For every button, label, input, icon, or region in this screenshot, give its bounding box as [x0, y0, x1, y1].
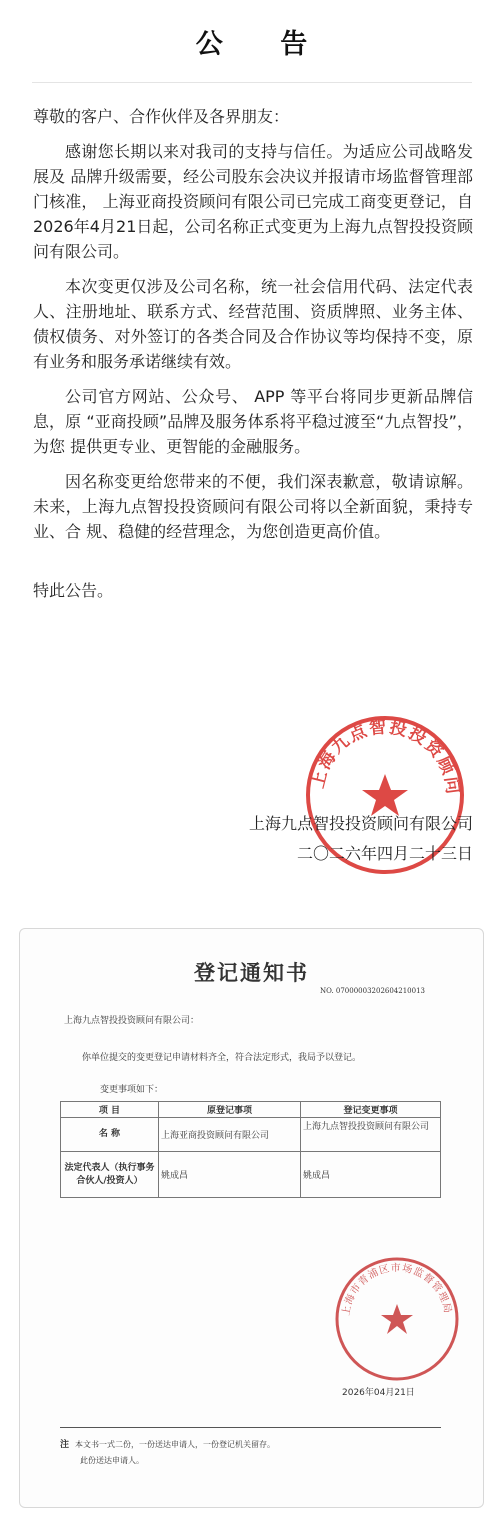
table-row — [61, 1118, 441, 1152]
closing-line: 特此公告。 — [33, 581, 114, 600]
svg-text:上海九点智投投资顾问: 上海九点智投投资顾问 — [308, 717, 463, 798]
header-changed: 登记变更事项 — [301, 1102, 441, 1118]
table-row — [61, 1152, 441, 1198]
note-line-2: 此份送达申请人。 — [80, 1456, 144, 1465]
row-item: 名 称 — [61, 1118, 159, 1152]
signer-name: 上海九点智投投资顾问有限公司 — [248, 814, 473, 833]
paragraph-4: 因名称变更给您带来的不便，我们深表歉意，敬请谅解。未来，上海九点智投投资顾问有限公司将以全新面貌，秉持专业、合 规、稳健的经营理念，为您创造更高价值。 — [33, 472, 473, 541]
bureau-seal — [332, 1254, 462, 1384]
paragraph-3: 公司官方网站、公众号、 APP 等平台将同步更新品牌信息，原 “亚商投顾”品牌及服务体系将平稳过渡至“九点智投”，为您 提供更专业、更智能的金融服务。 — [33, 387, 473, 456]
certificate-number: NO. 07000003202604210013 — [320, 987, 425, 995]
change-table — [60, 1101, 441, 1198]
paragraph-2: 本次变更仅涉及公司名称，统一社会信用代码、法定代表人、注册地址、联系方式、经营范围、资质牌照、业务主体、债权债务、对外签订的各类合同及合作协议等均保持不变，原有业务和服务承诺继续有效。 — [33, 277, 473, 371]
certificate-body: 你单位提交的变更登记申请材料齐全，符合法定形式，我局予以登记。 — [82, 1053, 362, 1063]
note-divider — [60, 1427, 441, 1428]
svg-text:上海市青浦区市场监督管理局: 上海市青浦区市场监督管理局 — [340, 1262, 453, 1317]
row-original: 姚成昌 — [159, 1152, 301, 1198]
row-original: 上海亚商投资顾问有限公司 — [159, 1118, 301, 1152]
registration-notice-image — [19, 928, 484, 1508]
row-changed: 姚成昌 — [301, 1152, 441, 1198]
announcement-title: 公 告 — [195, 29, 332, 60]
note-line-1 — [60, 1437, 275, 1453]
salutation: 尊敬的客户、合作伙伴及各界朋友： — [33, 107, 290, 126]
certificate-title: 登记通知书 — [194, 961, 309, 985]
certificate-subheading: 变更事项如下： — [100, 1085, 164, 1095]
header-original: 原登记事项 — [159, 1102, 301, 1118]
title-divider — [32, 82, 472, 83]
note-label: 注 — [60, 1440, 70, 1450]
signature-block — [249, 809, 473, 869]
certificate-note — [60, 1437, 275, 1468]
row-changed: 上海九点智投投资顾问有限公司 — [301, 1118, 441, 1152]
note-text-1: 本文书一式二份，一份送达申请人，一份登记机关留存。 — [75, 1440, 276, 1449]
certificate-date: 2026年04月21日 — [342, 1388, 415, 1398]
header-item: 项 目 — [61, 1102, 159, 1118]
paragraph-1: 感谢您长期以来对我司的支持与信任。为适应公司战略发展及 品牌升级需要，经公司股东会决议并报请市场监督管理部门核准， 上海亚商投资顾问有限公司已完成工商变更登记，自2026年4月21日起，公司名称正式变更为上海九点智投投资顾问有限公司。 — [33, 142, 473, 261]
row-item: 法定代表人（执行事务合伙人/投资人） — [61, 1152, 159, 1198]
signing-date: 二〇二六年四月二十三日 — [296, 844, 473, 863]
notice-body — [33, 104, 473, 603]
certificate-addressee: 上海九点智投投资顾问有限公司： — [64, 1016, 200, 1026]
table-header-row — [61, 1102, 441, 1118]
